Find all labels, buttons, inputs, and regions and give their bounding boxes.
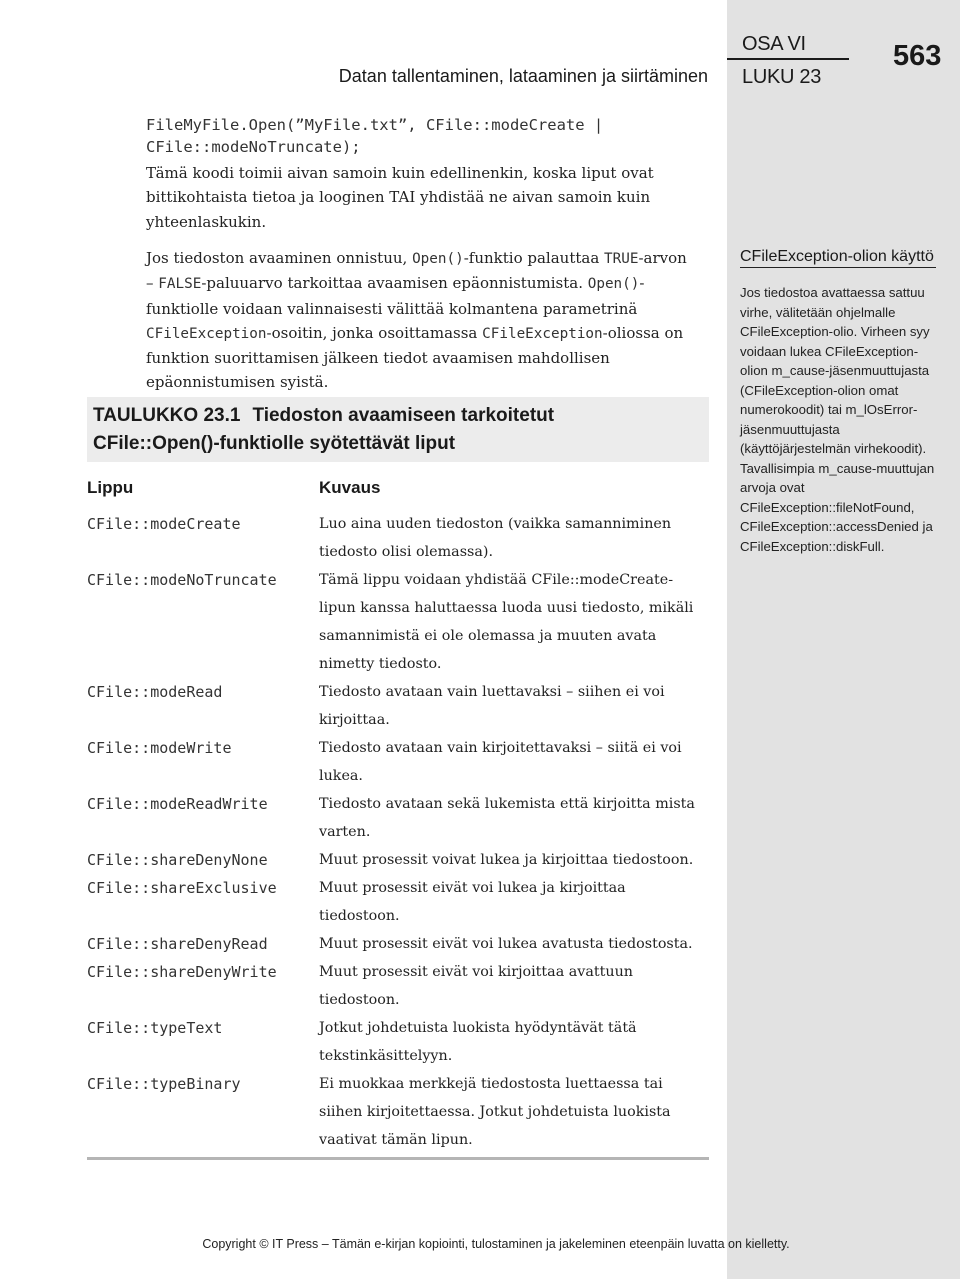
chapter-label: LUKU 23 [742,66,822,88]
table-caption [87,397,709,462]
copyright-footer [0,1237,960,1251]
table-row [87,1014,709,1070]
flag-name: CFile::shareDenyWrite [87,963,277,981]
table-bottom-rule [87,1157,709,1160]
flag-name: CFile::modeWrite [87,739,232,757]
text-run: -funktio palauttaa [463,249,605,267]
table-row [87,958,709,1014]
flag-description: Luo aina uuden tiedoston (vaikka samanniminen tiedosto olisi olemassa). [319,516,672,560]
flag-name: CFile::shareDenyRead [87,935,268,953]
flag-name: CFile::modeReadWrite [87,795,268,813]
flag-name: CFile::shareExclusive [87,879,277,897]
table-title: Tiedoston avaamiseen tarkoitetut [252,405,555,426]
running-title: Datan tallentaminen, lataaminen ja siirtäminen [338,66,708,86]
flag-name: CFile::shareDenyNone [87,851,268,869]
flags-table [87,510,709,1154]
copyright-text: Copyright © IT Press – Tämän e-kirjan kopiointi, tulostaminen ja jakeleminen eteenpäin luvatta on kielletty. [202,1237,790,1251]
column-header-flag: Lippu [87,478,134,497]
text-run: -arvon – [146,249,687,293]
text-run: -osoitin, jonka osoittamassa [266,323,483,342]
text-run: Jos tiedoston avaaminen onnistuu, [146,249,413,267]
flag-description: Jotkut johdetuista luokista hyödyntävät tätä tekstinkäsittelyyn. [319,1020,637,1064]
table-row [87,678,709,734]
column-header-description: Kuvaus [319,478,381,497]
code-term: CFileException [482,325,603,342]
table-row [87,790,709,846]
text-run: -paluuarvo tarkoittaa avaamisen epäonnistumista. [201,274,588,293]
table-row [87,1070,709,1154]
flag-name: CFile::typeText [87,1019,223,1037]
sidebar-note-body: Jos tiedostoa avattaessa sattuu virhe, välitetään ohjelmalle CFileException-olio. Virheen syy voidaan lukea CFileException-olion m_cause-jäsenmuuttujasta (CFileException-olion omat numerokoodit) tai m_lOsError-jäsenmuuttujasta (käyttöjärjestelmän virhekoodit). Tavallisimpia m_cause-muuttujan arvoja ovat CFileException::fileNotFound, CFileException::accessDenied ja CFileException::diskFull. [740,285,935,554]
code-term: TRUE [604,251,639,267]
table-row [87,930,709,958]
table-row [87,510,709,566]
paragraph-open-return [146,246,691,395]
flag-name: CFile::modeRead [87,683,223,701]
table-row [87,734,709,790]
flag-description: Muut prosessit eivät voi lukea ja kirjoittaa tiedostoon. [319,880,626,924]
flag-description: Ei muokkaa merkkejä tiedostosta luettaessa tai siihen kirjoitettaessa. Jotkut johdetuista luokista vaativat tämän lipun. [319,1076,671,1148]
page-number: 563 [893,40,942,72]
table-row [87,874,709,930]
code-term: CFileException [146,325,267,342]
paragraph-bitwise: Tämä koodi toimii aivan samoin kuin edellinenkin, koska liput ovat bittikohtaista tietoa ja looginen TAI yhdistää ne aivan samoin kuin yhteenlaskukin. [146,164,654,231]
flag-description: Tämä lippu voidaan yhdistää CFile::modeCreate-lipun kanssa haluttaessa luoda uusi tiedosto, mikäli samannimistä ei ole olemassa ja muuten avata nimetty tiedosto. [319,572,694,672]
code-term: Open() [587,276,640,293]
header-rule [727,58,849,60]
flag-name: CFile::modeNoTruncate [87,571,277,589]
flag-description: Tiedosto avataan vain luettavaksi – siihen ei voi kirjoittaa. [319,684,665,728]
caption-line-1 [93,405,554,427]
margin-panel [727,0,960,1279]
flag-description: Muut prosessit eivät voi kirjoittaa avattuun tiedostoon. [319,964,634,1008]
flag-description: Muut prosessit eivät voi lukea avatusta tiedostosta. [319,936,693,952]
table-number: TAULUKKO 23.1 [93,405,241,426]
code-term: FALSE [158,276,202,293]
table-title-line-2: CFile::Open()-funktiolle syötettävät liput [93,433,456,454]
code-example [146,114,603,158]
sidebar-note-title: CFileException-olion käyttö [740,248,936,268]
flag-name: CFile::typeBinary [87,1075,241,1093]
flag-name: CFile::modeCreate [87,515,241,533]
code-line-2: CFile::modeNoTruncate); [146,138,361,156]
code-line-1: FileMyFile.Open(”MyFile.txt”, CFile::modeCreate | [146,116,604,134]
flag-description: Tiedosto avataan sekä lukemista että kirjoitta mista varten. [319,796,695,840]
part-label: OSA VI [742,33,806,55]
flag-description: Tiedosto avataan vain kirjoitettavaksi – siitä ei voi lukea. [319,740,682,784]
code-term: Open() [412,251,464,267]
text-run: -funktiolle voidaan valinnaisesti välittää kolmantena parametrinä [146,274,645,318]
flag-description: Muut prosessit voivat lukea ja kirjoittaa tiedostoon. [319,852,694,868]
table-row [87,566,709,678]
table-row [87,846,709,874]
text-run: -oliossa on funktion suorittamisen jälkeen tiedot avaamisen mahdollisen epäonnistumisen syistä. [146,323,684,392]
